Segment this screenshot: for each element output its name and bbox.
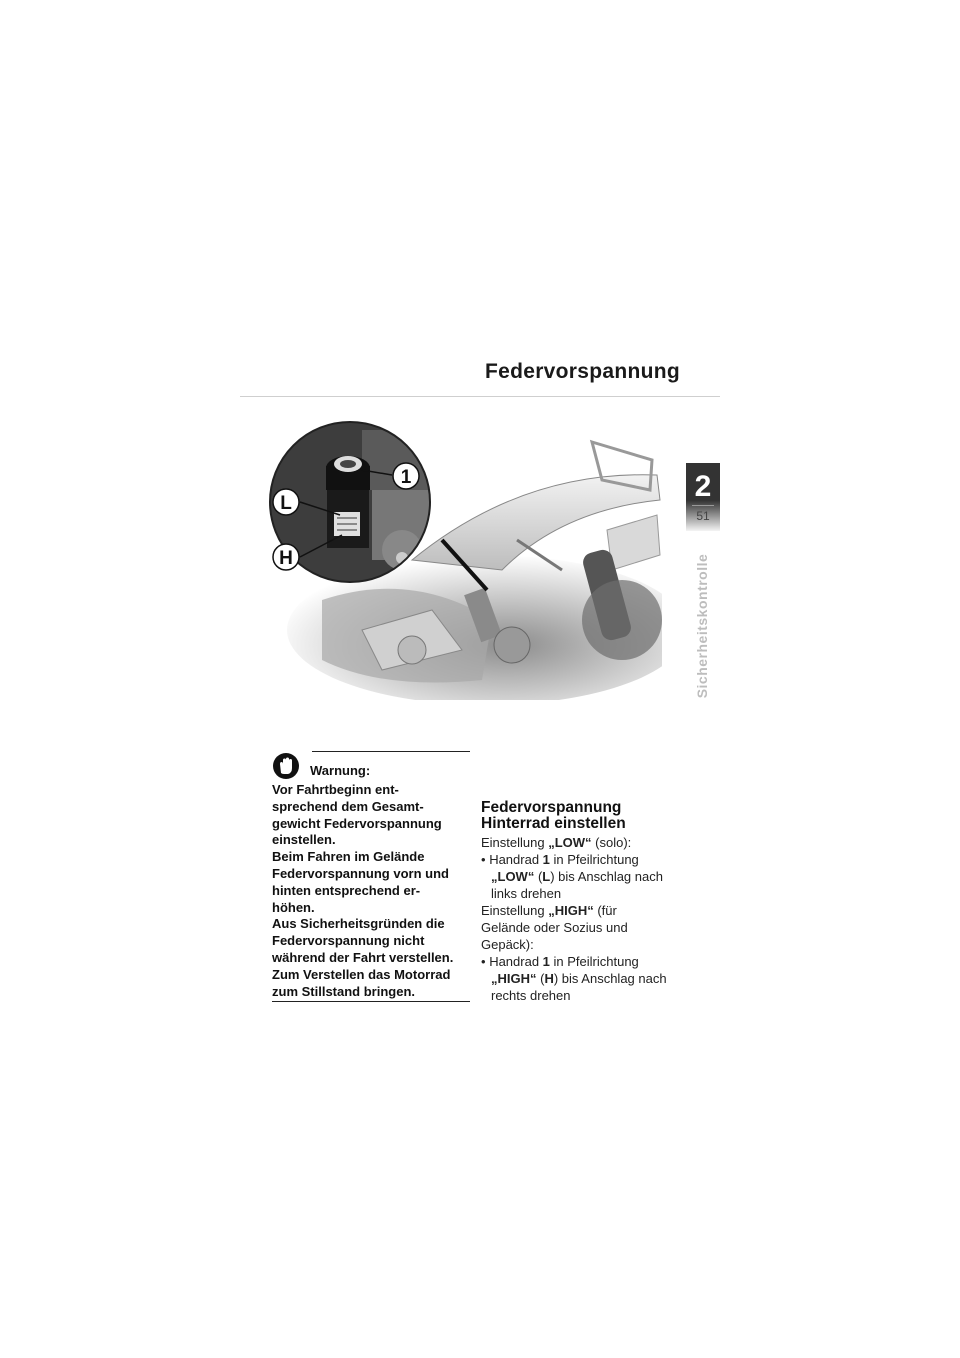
low-keyword: „LOW“ bbox=[548, 835, 592, 850]
warning-title: Warnung: bbox=[310, 763, 371, 778]
warning-line: höhen. bbox=[272, 899, 315, 915]
low-action: ) bis Anschlag nach bbox=[550, 869, 663, 884]
part-number: 1 bbox=[542, 954, 550, 969]
warning-top-rule bbox=[312, 751, 470, 752]
handrad-label: Handrad bbox=[489, 852, 543, 867]
warning-line: Federvorspannung nicht bbox=[272, 933, 425, 949]
page-title: Federvorspannung bbox=[485, 360, 680, 383]
title-divider bbox=[240, 396, 720, 397]
high-keyword: „HIGH“ bbox=[491, 971, 537, 986]
high-letter: H bbox=[544, 971, 554, 986]
warning-line: Beim Fahren im Gelände bbox=[272, 849, 425, 865]
direction-text: in Pfeilrichtung bbox=[549, 954, 639, 969]
chapter-divider bbox=[692, 505, 714, 506]
high-step-cont bbox=[481, 970, 691, 987]
warning-line: sprechend dem Gesamt- bbox=[272, 798, 424, 814]
high-step bbox=[481, 953, 691, 970]
low-intro bbox=[481, 834, 691, 851]
page-number: 51 bbox=[696, 509, 710, 523]
high-intro-suffix: (für bbox=[593, 903, 617, 918]
high-intro-line-3: Gepäck): bbox=[481, 937, 534, 952]
bullet: • bbox=[481, 954, 486, 969]
warning-line: Vor Fahrtbeginn ent- bbox=[272, 782, 399, 797]
low-intro-suffix: (solo): bbox=[591, 835, 632, 850]
section-heading bbox=[481, 800, 626, 832]
high-action: ) bis Anschlag nach bbox=[553, 971, 667, 986]
low-intro-prefix: Einstellung bbox=[481, 835, 549, 850]
warning-bottom-rule bbox=[272, 1001, 470, 1002]
paren-open: ( bbox=[534, 869, 543, 884]
high-intro-line-2: Gelände oder Sozius und bbox=[481, 920, 628, 935]
warning-line: einstellen. bbox=[272, 832, 336, 848]
section-side-label: Sicherheitskontrolle bbox=[694, 553, 710, 699]
warning-line: zum Stillstand bringen. bbox=[272, 983, 416, 999]
warning-line: Federvorspannung vorn und bbox=[272, 865, 449, 881]
callout-1: 1 bbox=[400, 467, 412, 488]
paren-open: ( bbox=[536, 971, 545, 986]
callout-h: H bbox=[279, 548, 293, 569]
warning-line: Aus Sicherheitsgründen die bbox=[272, 916, 445, 932]
warning-text bbox=[272, 782, 477, 1000]
low-step bbox=[481, 851, 691, 868]
high-keyword: „HIGH“ bbox=[548, 903, 594, 918]
direction-text: in Pfeilrichtung bbox=[549, 852, 639, 867]
warning-line: Zum Verstellen das Motorrad bbox=[272, 966, 451, 982]
warning-line: hinten entsprechend er- bbox=[272, 882, 421, 898]
chapter-number: 2 bbox=[694, 470, 712, 503]
callout-l: L bbox=[280, 493, 292, 514]
low-step-end: links drehen bbox=[491, 886, 562, 901]
high-intro bbox=[481, 902, 691, 919]
motorcycle-illustration bbox=[262, 420, 662, 700]
high-step-end: rechts drehen bbox=[491, 988, 571, 1003]
warning-line: während der Fahrt verstellen. bbox=[272, 949, 454, 965]
handrad-label: Handrad bbox=[489, 954, 543, 969]
low-keyword: „LOW“ bbox=[491, 869, 535, 884]
section-body bbox=[481, 834, 691, 1004]
warning-line: gewicht Federvorspannung bbox=[272, 815, 442, 831]
section-heading-line-1: Federvorspannung bbox=[481, 799, 622, 816]
low-letter: L bbox=[542, 869, 551, 884]
high-intro-prefix: Einstellung bbox=[481, 903, 549, 918]
part-number: 1 bbox=[542, 852, 550, 867]
warning-hand-icon bbox=[272, 752, 300, 780]
section-heading-line-2: Hinterrad einstellen bbox=[481, 815, 626, 832]
low-step-cont bbox=[481, 868, 691, 885]
bullet: • bbox=[481, 852, 486, 867]
